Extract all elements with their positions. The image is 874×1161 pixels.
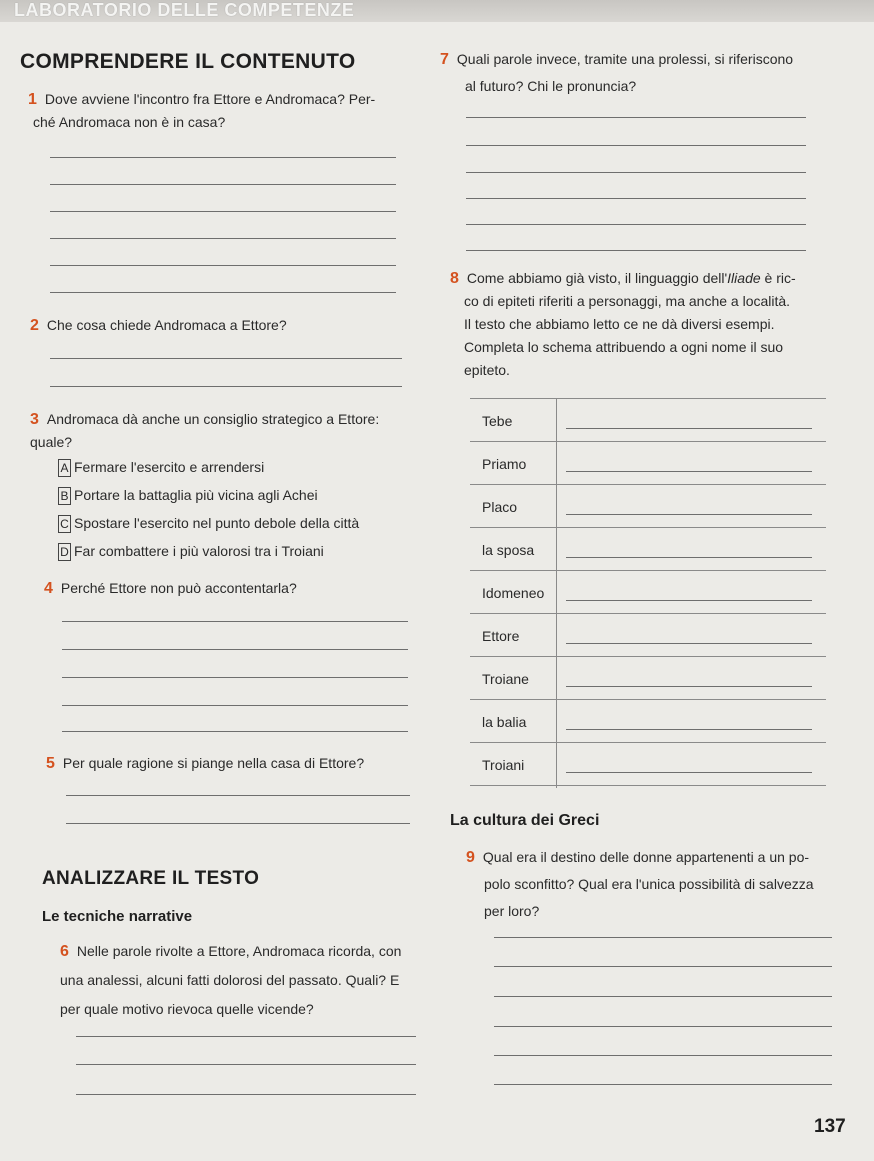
answer-line[interactable] — [62, 677, 408, 678]
table-name-cell: la balia — [482, 714, 527, 730]
answer-line[interactable] — [50, 157, 396, 158]
question-9-text-a: Qual era il destino delle donne appartenenti a un po- — [482, 849, 810, 865]
question-9-number: 9 — [466, 849, 475, 866]
table-name-cell: Priamo — [482, 456, 527, 472]
question-7 — [440, 48, 820, 98]
epithet-answer-line[interactable] — [566, 428, 812, 429]
answer-line[interactable] — [466, 117, 806, 118]
question-1 — [28, 88, 408, 134]
option-text: Far combattere i più valorosi tra i Troiani — [74, 543, 324, 559]
answer-line[interactable] — [466, 145, 806, 146]
option-text: Spostare l'esercito nel punto debole della città — [74, 515, 360, 531]
option-text: Fermare l'esercito e arrendersi — [74, 459, 265, 475]
question-7-text-b: al futuro? Chi le pronuncia? — [465, 78, 637, 94]
table-row-line — [470, 613, 826, 614]
option-a[interactable] — [58, 459, 264, 477]
answer-line[interactable] — [466, 250, 806, 251]
epithet-answer-line[interactable] — [566, 686, 812, 687]
answer-line[interactable] — [62, 731, 408, 732]
option-d[interactable] — [58, 543, 324, 561]
table-name-cell: Placo — [482, 499, 518, 515]
question-3 — [30, 408, 420, 454]
table-name-cell: Troiane — [482, 671, 529, 687]
question-6-number: 6 — [60, 943, 69, 960]
question-9 — [466, 846, 846, 923]
section-subtitle: Le tecniche narrative — [42, 908, 193, 925]
question-9-text-b: polo sconfitto? Qual era l'unica possibilità di salvezza — [484, 876, 814, 892]
question-8-text-a2: è ric- — [760, 270, 796, 286]
answer-line[interactable] — [66, 795, 410, 796]
section-title-analizzare: ANALIZZARE IL TESTO — [42, 868, 260, 889]
answer-line[interactable] — [50, 386, 402, 387]
question-8-text-e: epiteto. — [464, 362, 510, 378]
question-8 — [450, 267, 822, 382]
question-4 — [44, 577, 297, 600]
epithet-answer-line[interactable] — [566, 600, 812, 601]
question-8-text-italic: Iliade — [727, 270, 761, 286]
answer-line[interactable] — [494, 1055, 832, 1056]
option-letter: A — [58, 459, 71, 477]
option-letter: D — [58, 543, 71, 561]
question-8-text-b: co di epiteti riferiti a personaggi, ma anche a località. — [464, 293, 791, 309]
table-row-line — [470, 699, 826, 700]
page-number: 137 — [814, 1116, 846, 1137]
answer-line[interactable] — [62, 705, 408, 706]
option-c[interactable] — [58, 515, 359, 533]
answer-line[interactable] — [494, 1026, 832, 1027]
question-8-text-d: Completa lo schema attribuendo a ogni nome il suo — [464, 339, 784, 355]
table-name-cell: la sposa — [482, 542, 535, 558]
question-1-number: 1 — [28, 91, 37, 108]
question-2 — [30, 314, 287, 337]
table-row-line — [470, 785, 826, 786]
section-banner — [0, 0, 874, 22]
question-5 — [46, 752, 364, 775]
answer-line[interactable] — [494, 937, 832, 938]
option-b[interactable] — [58, 487, 318, 505]
culture-title: La cultura dei Greci — [450, 812, 600, 829]
table-divider — [556, 398, 557, 788]
question-3-text-a: Andromaca dà anche un consiglio strategico a Ettore: — [46, 411, 380, 427]
table-name-cell: Idomeneo — [482, 585, 545, 601]
question-8-number: 8 — [450, 270, 459, 287]
answer-line[interactable] — [494, 996, 832, 997]
answer-line[interactable] — [466, 172, 806, 173]
question-7-number: 7 — [440, 51, 449, 68]
question-6-text-c: per quale motivo rievoca quelle vicende? — [60, 1001, 314, 1017]
table-name-cell: Ettore — [482, 628, 520, 644]
table-row-line — [470, 484, 826, 485]
question-9-text-c: per loro? — [484, 903, 540, 919]
epithet-answer-line[interactable] — [566, 729, 812, 730]
epithet-answer-line[interactable] — [566, 471, 812, 472]
answer-line[interactable] — [50, 238, 396, 239]
epithet-answer-line[interactable] — [566, 643, 812, 644]
question-4-text: Perché Ettore non può accontentarla? — [60, 580, 297, 596]
table-name-cell: Troiani — [482, 757, 525, 773]
answer-line[interactable] — [62, 649, 408, 650]
answer-line[interactable] — [50, 292, 396, 293]
question-5-number: 5 — [46, 755, 55, 772]
question-5-text: Per quale ragione si piange nella casa di Ettore? — [62, 755, 365, 771]
answer-line[interactable] — [76, 1064, 416, 1065]
question-1-text-a: Dove avviene l'incontro fra Ettore e Andromaca? Per- — [44, 91, 376, 107]
question-8-text-a: Come abbiamo già visto, il linguaggio dell' — [466, 270, 728, 286]
option-letter: C — [58, 515, 71, 533]
question-4-number: 4 — [44, 580, 53, 597]
question-6-text-b: una analessi, alcuni fatti dolorosi del passato. Quali? E — [60, 972, 400, 988]
table-row-line — [470, 527, 826, 528]
banner-title: LABORATORIO DELLE COMPETENZE — [14, 0, 355, 20]
table-row-line — [470, 570, 826, 571]
answer-line[interactable] — [50, 211, 396, 212]
table-row-line — [470, 742, 826, 743]
answer-line[interactable] — [50, 265, 396, 266]
section-title-comprendere: COMPRENDERE IL CONTENUTO — [20, 50, 356, 73]
question-7-text-a: Quali parole invece, tramite una prolessi, si riferiscono — [456, 51, 794, 67]
epithet-answer-line[interactable] — [566, 514, 812, 515]
table-name-cell: Tebe — [482, 413, 513, 429]
answer-line[interactable] — [494, 966, 832, 967]
epithet-answer-line[interactable] — [566, 772, 812, 773]
table-row-line — [470, 441, 826, 442]
question-2-text: Che cosa chiede Andromaca a Ettore? — [46, 317, 287, 333]
option-text: Portare la battaglia più vicina agli Achei — [74, 487, 318, 503]
answer-line[interactable] — [66, 823, 410, 824]
answer-line[interactable] — [76, 1094, 416, 1095]
answer-line[interactable] — [466, 224, 806, 225]
answer-line[interactable] — [62, 621, 408, 622]
question-3-number: 3 — [30, 411, 39, 428]
question-2-number: 2 — [30, 317, 39, 334]
epithet-answer-line[interactable] — [566, 557, 812, 558]
question-8-text-c: Il testo che abbiamo letto ce ne dà diversi esempi. — [464, 316, 775, 332]
table-row-line — [470, 398, 826, 399]
question-3-text-b: quale? — [30, 434, 73, 450]
question-6-text-a: Nelle parole rivolte a Ettore, Andromaca ricorda, con — [76, 943, 402, 959]
question-1-text-b: ché Andromaca non è in casa? — [33, 114, 226, 130]
question-6 — [60, 940, 420, 1021]
answer-line[interactable] — [50, 358, 402, 359]
option-letter: B — [58, 487, 71, 505]
answer-line[interactable] — [50, 184, 396, 185]
epithet-table — [470, 398, 826, 788]
answer-line[interactable] — [494, 1084, 832, 1085]
answer-line[interactable] — [76, 1036, 416, 1037]
answer-line[interactable] — [466, 198, 806, 199]
table-row-line — [470, 656, 826, 657]
